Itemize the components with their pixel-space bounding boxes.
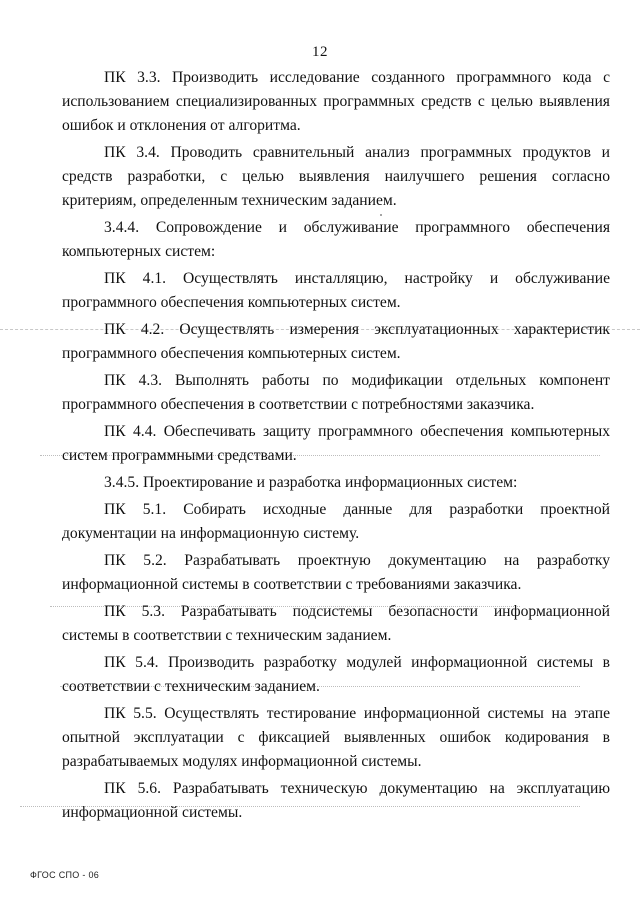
paragraph-pk-3-4: ПК 3.4. Проводить сравнительный анализ программных продуктов и средств разработки, с целью выявления наилучшего решения согласно критериям, определенным техническим заданием. [62,144,610,209]
paragraph-pk-5-4: ПК 5.4. Производить разработку модулей информационной системы в соответствии с техническим заданием. [62,654,610,695]
section-heading-3-4-5: 3.4.5. Проектирование и разработка информационных систем: [104,474,518,491]
page-number: 12 [312,44,328,60]
paragraph-pk-4-4: ПК 4.4. Обеспечивать защиту программного обеспечения компьютерных систем программными средствами. [62,423,610,464]
paragraph-pk-4-3: ПК 4.3. Выполнять работы по модификации отдельных компонент программного обеспечения в соответствии с потребностями заказчика. [62,372,610,413]
paragraph-pk-5-5: ПК 5.5. Осуществлять тестирование информационной системы на этапе опытной эксплуатации с фиксацией выявленных ошибок кодирования в разрабатываемых модулях информационной системы. [62,705,610,770]
paragraph-pk-3-3: ПК 3.3. Производить исследование созданного программного кода с использованием специализированных программных средств с целью выявления ошибок и отклонения от алгоритма. [62,69,610,134]
paragraph-pk-5-1: ПК 5.1. Собирать исходные данные для разработки проектной документации на информационную систему. [62,501,610,542]
paragraph-pk-5-3: ПК 5.3. Разрабатывать подсистемы безопасности информационной системы в соответствии с техническим заданием. [62,603,610,644]
page-footer: ФГОС СПО - 06 [30,870,100,880]
paragraph-pk-5-6: ПК 5.6. Разрабатывать техническую документацию на эксплуатацию информационной системы. [62,780,610,821]
section-heading-3-4-4: 3.4.4. Сопровождение и обслуживание программного обеспечения компьютерных систем: [62,219,610,260]
paragraph-pk-4-1: ПК 4.1. Осуществлять инсталляцию, настройку и обслуживание программного обеспечения компьютерных систем. [62,270,610,311]
paragraph-pk-5-2: ПК 5.2. Разрабатывать проектную документацию на разработку информационной системы в соответствии с требованиями заказчика. [62,552,610,593]
paragraph-pk-4-2: ПК 4.2. Осуществлять измерения эксплуатационных характеристик программного обеспечения компьютерных систем. [62,321,610,362]
document-body [62,66,610,828]
